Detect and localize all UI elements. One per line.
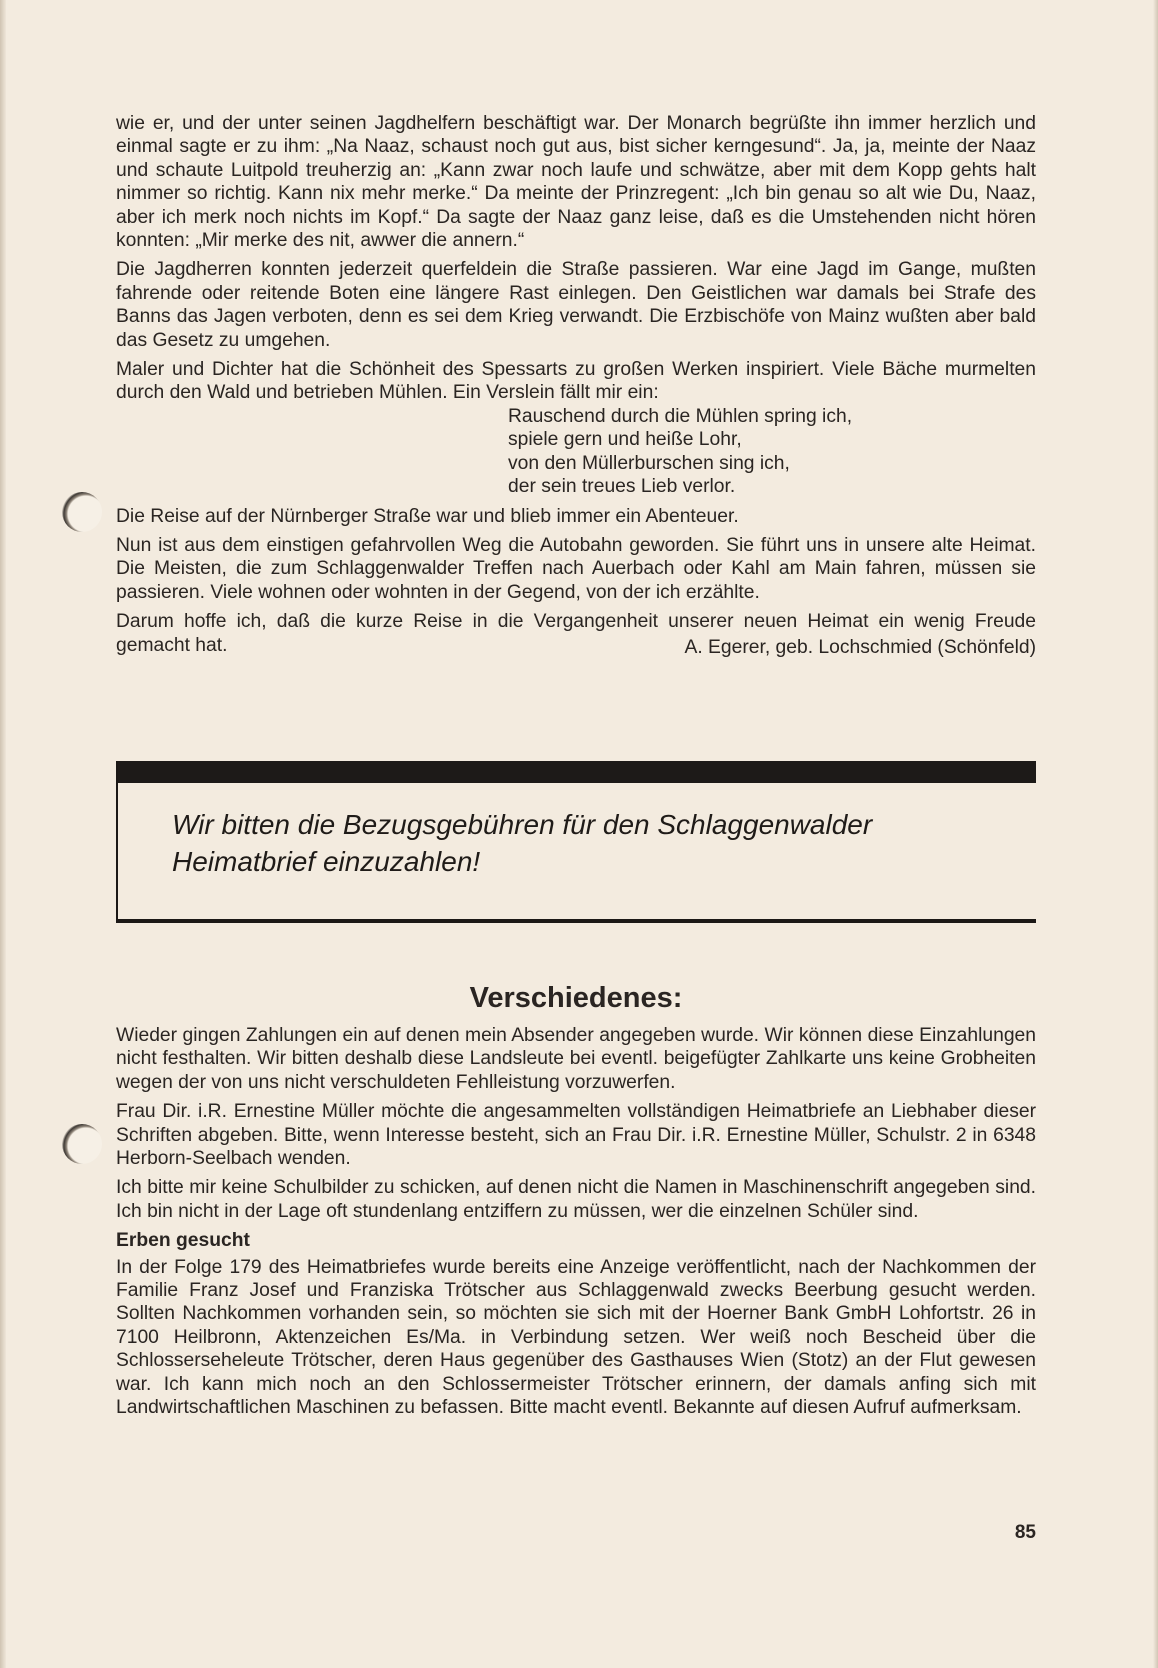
paragraph: wie er, und der unter seinen Jagdhelfern beschäftigt war. Der Monarch begrüßte ihn immer herzlich und einmal sagte er zu ihm: „Na Naaz, schaust noch gut aus, bist sicher kerngesund“. Ja, ja, meinte der Naaz und schaute Luitpold treuherzig an: „Kann zwar noch laufe und schwätze, aber mit dem Kopp gehts halt nimmer so richtig. Kann nix mehr merke.“ Da meinte der Prinzregent: „Ich bin genau so alt wie Du, Naaz, aber ich merk noch nichts im Kopf.“ Da sagte der Naaz ganz leise, daß es die Umstehenden nicht hören konnten: „Mir merke des nit, awwer die annern.“ <box>116 113 1036 252</box>
section-title: Verschiedenes: <box>469 982 683 1014</box>
payment-notice-box <box>116 761 1036 923</box>
punch-hole-top <box>62 492 102 532</box>
poem-line: von den Müllerburschen sing ich, <box>508 452 790 474</box>
paragraph: Die Jagdherren konnten jederzeit querfeldein die Straße passieren. War eine Jagd im Gange, mußten fahrende oder reitende Boten eine längere Rast einlegen. Den Geistlichen war damals bei Strafe des Banns das Jagen verboten, denn es sei dem Krieg verwandt. Die Erzbischöfe von Mainz wußten aber bald das Gesetz zu umgehen. <box>116 259 1036 351</box>
notice-line: Heimatbrief einzuzahlen! <box>172 846 481 877</box>
paragraph: Nun ist aus dem einstigen gefahrvollen Weg die Autobahn geworden. Sie führt uns in unsere alte Heimat. Die Meisten, die zum Schlaggenwalder Treffen nach Auerbach oder Kahl am Main fahren, müssen sie passieren. Viele wohnen oder wohnten in der Gegend, von der ich erzählte. <box>116 534 1036 603</box>
poem-line: spiele gern und heiße Lohr, <box>508 429 742 451</box>
closing-row <box>116 610 1036 658</box>
payment-notice <box>172 806 1012 880</box>
poem <box>508 405 1036 499</box>
paragraph: Maler und Dichter hat die Schönheit des Spessarts zu großen Werken inspiriert. Viele Bäche murmelten durch den Wald und betrieben Mühlen. Ein Verslein fällt mir ein: <box>116 359 1036 404</box>
poem-line: Rauschend durch die Mühlen spring ich, <box>508 405 853 427</box>
page-edge-right <box>1153 0 1158 1668</box>
paragraph: Wieder gingen Zahlungen ein auf denen mein Absender angegeben wurde. Wir können diese Einzahlungen nicht festhalten. Wir bitten deshalb diese Landsleute bei eventl. beigefügter Zahlkarte uns keine Grobheiten wegen der von uns nicht verschuldeten Fehlleistung vorzuwerfen. <box>116 1025 1036 1093</box>
paragraph: Ich bitte mir keine Schulbilder zu schicken, auf denen nicht die Namen in Maschinenschrift angegeben sind. Ich bin nicht in der Lage oft stundenlang entziffern zu müssen, wer die einzelnen Schüler sind. <box>116 1177 1036 1222</box>
notice-line: Wir bitten die Bezugsgebühren für den Schlaggenwalder <box>172 809 873 840</box>
paragraph: Die Reise auf der Nürnberger Straße war und blieb immer ein Abenteuer. <box>116 505 739 527</box>
article-continuation <box>116 112 1036 658</box>
poem-line: der sein treues Lieb verlor. <box>508 476 736 498</box>
page-number: 85 <box>1014 1522 1036 1543</box>
subheading: Erben gesucht <box>116 1230 250 1252</box>
punch-hole-bottom <box>62 1124 102 1164</box>
paragraph: Frau Dir. i.R. Ernestine Müller möchte die angesammelten vollständigen Heimatbriefe an Liebhaber dieser Schriften abgeben. Bitte, wenn Interesse besteht, sich an Frau Dir. i.R. Ernestine Müller, Schulstr. 2 in 6348 Herborn-Seelbach wenden. <box>116 1101 1036 1170</box>
author-signature: A. Egerer, geb. Lochschmied (Schönfeld) <box>684 637 1036 659</box>
paragraph: In der Folge 179 des Heimatbriefes wurde bereits eine Anzeige veröffentlicht, nach der Nachkommen der Familie Franz Josef und Franziska Trötscher aus Schlaggenwald zwecks Beerbung gesucht werden. Sollten Nachkommen vorhanden sein, so möchten sie sich mit der Hoerner Bank GmbH Lohfortstr. 26 in 7100 Heilbronn, Aktenzeichen Es/Ma. in Verbindung setzen. Wer weiß noch Bescheid über die Schlosserseheleute Trötscher, deren Haus gegenüber des Gasthauses Wien (Stotz) an der Flut gewesen war. Ich kann mich noch an den Schlossermeister Trötscher erinnern, der damals anfing sich mit Landwirtschaftlichen Maschinen zu befassen. Bitte macht eventl. Bekannte auf diesen Aufruf aufmerksam. <box>116 1256 1036 1419</box>
miscellaneous-section <box>116 980 1036 1426</box>
page-edge-left <box>0 0 6 1668</box>
notice-bar <box>118 761 1036 783</box>
closing-text: Darum hoffe ich, daß die kurze Reise in die Vergangenheit unserer neuen Heimat ein wenig Freude gemacht hat. <box>116 611 1036 656</box>
